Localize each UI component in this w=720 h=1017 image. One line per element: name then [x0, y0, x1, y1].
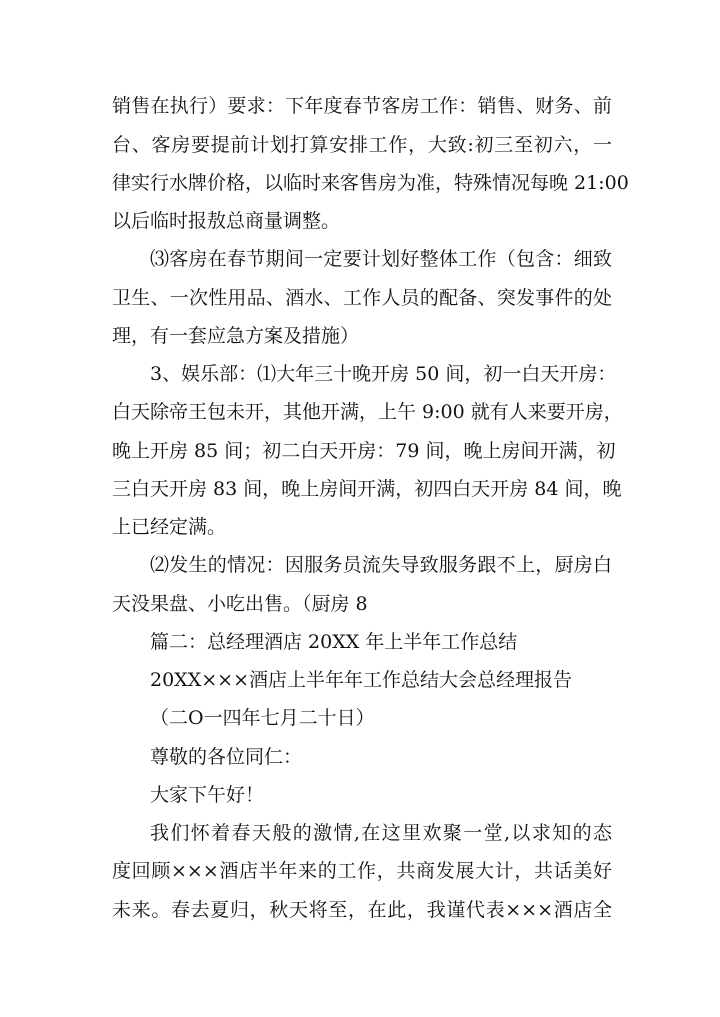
salutation: 尊敬的各位同仁： [150, 746, 303, 768]
paragraph-line-4: 以后临时报敖总商量调整。 [112, 210, 341, 232]
greeting: 大家下午好！ [150, 784, 265, 806]
paragraph-line-21: 度回顾×××酒店半年来的工作，共商发展大计，共话美好 [112, 860, 612, 882]
section-heading-2: 篇二：总经理酒店 20XX 年上半年工作总结 [150, 631, 518, 653]
paragraph-line-12: 上已经定满。 [112, 516, 227, 538]
paragraph-line-7: 理，有一套应急方案及措施） [112, 325, 360, 347]
paragraph-line-14: 天没果盘、小吃出售。（厨房 8 [112, 593, 368, 615]
paragraph-line-1: 销售在执行）要求：下年度春节客房工作：销售、财务、前 [112, 95, 612, 117]
paragraph-line-5: ⑶客房在春节期间一定要计划好整体工作（包含：细致 [150, 248, 612, 270]
paragraph-line-3: 律实行水牌价格，以临时来客售房为准，特殊情况每晚 21:00 [112, 172, 629, 194]
report-date: （二O一四年七月二十日） [150, 707, 375, 729]
paragraph-line-9: 白天除帝王包未开，其他开满，上午 9:00 就有人来要开房， [112, 401, 623, 423]
paragraph-line-13: ⑵发生的情况：因服务员流失导致服务跟不上，厨房白 [150, 554, 612, 576]
paragraph-line-20: 我们怀着春天般的激情,在这里欢聚一堂,以求知的态 [150, 822, 612, 844]
paragraph-line-2: 台、客房要提前计划打算安排工作，大致:初三至初六，一 [112, 134, 612, 156]
paragraph-line-6: 卫生、一次性用品、酒水、工作人员的配备、突发事件的处 [112, 287, 612, 309]
report-title: 20XX×××酒店上半年年工作总结大会总经理报告 [150, 669, 572, 691]
paragraph-line-22: 未来。春去夏归，秋天将至，在此，我谨代表×××酒店全 [112, 899, 612, 921]
paragraph-line-11: 三白天开房 83 间，晚上房间开满，初四白天开房 84 间，晚 [112, 478, 622, 500]
paragraph-line-8: 3、娱乐部：⑴大年三十晚开房 50 间，初一白天开房： [150, 363, 617, 385]
paragraph-line-10: 晚上开房 85 间；初二白天开房：79 间，晚上房间开满，初 [112, 440, 616, 462]
